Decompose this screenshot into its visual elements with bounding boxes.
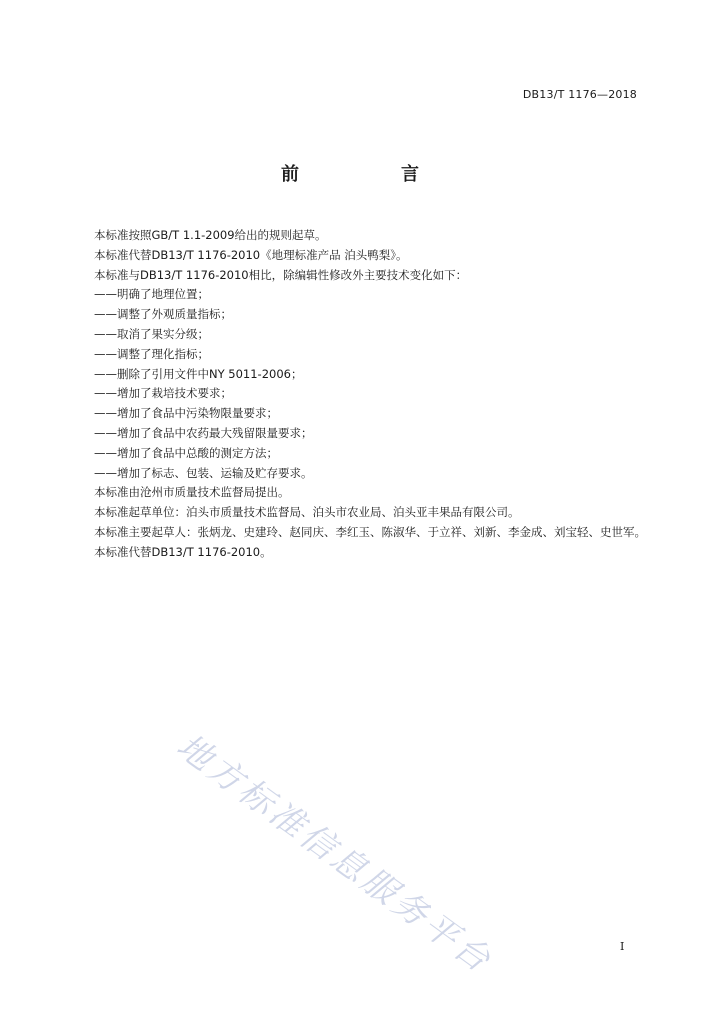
change-item: ——增加了食品中污染物限量要求； bbox=[94, 406, 278, 421]
change-item: ——增加了食品中农药最大残留限量要求； bbox=[94, 425, 313, 440]
change-item: ——增加了栽培技术要求； bbox=[94, 386, 232, 401]
paragraph-drafters: 本标准主要起草人：张炳龙、史建玲、赵同庆、李红玉、陈淑华、于立祥、刘新、李金成、刘宝轻、史世军。 bbox=[94, 524, 646, 539]
change-item: ——明确了地理位置； bbox=[94, 287, 209, 302]
change-item: ——删除了引用文件中NY 5011-2006； bbox=[94, 366, 303, 381]
paragraph-drafting-rules: 本标准按照GB/T 1.1-2009给出的规则起草。 bbox=[94, 228, 327, 242]
paragraph-replaces: 本标准代替DB13/T 1176-2010。 bbox=[94, 544, 272, 559]
page-number: I bbox=[620, 940, 625, 953]
paragraph-changes-intro: 本标准与DB13/T 1176-2010相比，除编辑性修改外主要技术变化如下： bbox=[94, 267, 468, 282]
change-item: ——调整了外观质量指标； bbox=[94, 307, 232, 322]
change-item: ——增加了标志、包装、运输及贮存要求。 bbox=[94, 465, 313, 480]
paragraph-proposer: 本标准由沧州市质量技术监督局提出。 bbox=[94, 485, 290, 500]
change-item: ——取消了果实分级； bbox=[94, 326, 209, 341]
watermark: 地方标准信息服务平台 bbox=[169, 726, 501, 982]
standard-code: DB13/T 1176—2018 bbox=[522, 88, 637, 101]
change-item: ——调整了理化指标； bbox=[94, 346, 209, 361]
paragraph-drafting-units: 本标准起草单位：泊头市质量技术监督局、泊头市农业局、泊头亚丰果品有限公司。 bbox=[94, 505, 520, 520]
paragraph-replaces-standard: 本标准代替DB13/T 1176-2010《地理标准产品 泊头鸭梨》。 bbox=[94, 247, 408, 262]
page-title: 前 言 bbox=[281, 164, 461, 185]
change-item: ——增加了食品中总酸的测定方法； bbox=[94, 445, 278, 460]
document-body bbox=[66, 226, 646, 563]
